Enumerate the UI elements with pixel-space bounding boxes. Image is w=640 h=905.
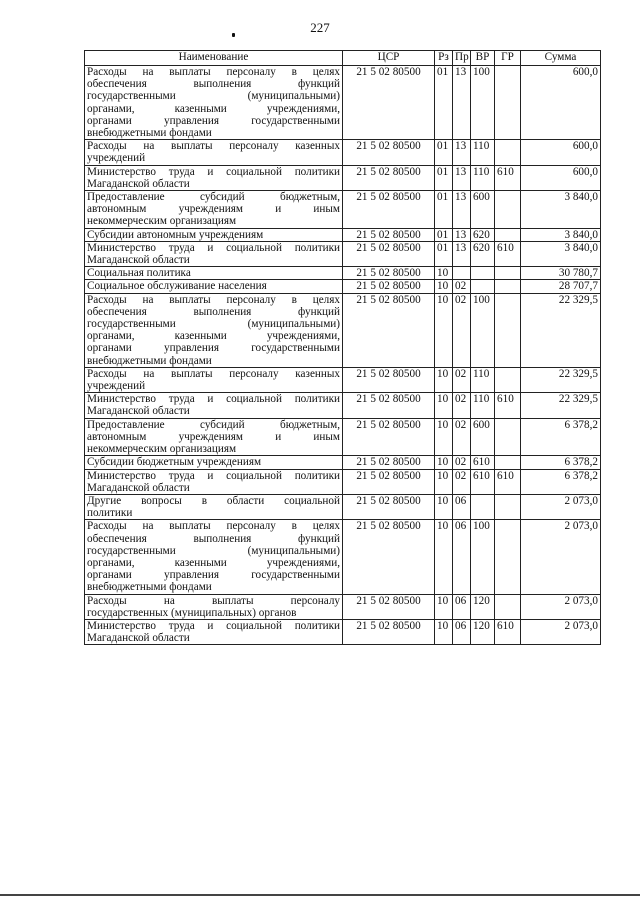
row-name-cell bbox=[85, 267, 343, 280]
row-rz-cell: 01 bbox=[435, 228, 453, 241]
row-gr-cell bbox=[495, 191, 521, 229]
row-name-cell bbox=[85, 140, 343, 165]
row-sum-cell: 30 780,7 bbox=[521, 267, 601, 280]
row-name-cell bbox=[85, 228, 343, 241]
row-sum-cell: 28 707,7 bbox=[521, 280, 601, 293]
row-name-line: Расходы на выплаты персоналу в целях bbox=[87, 66, 340, 78]
table-row bbox=[85, 469, 601, 494]
row-rz-cell: 10 bbox=[435, 594, 453, 619]
row-rz-cell: 10 bbox=[435, 456, 453, 469]
table-body bbox=[85, 66, 601, 645]
row-name-line: Расходы на выплаты персоналу bbox=[87, 594, 340, 607]
row-pr-cell: 02 bbox=[453, 367, 471, 392]
row-sum-cell: 3 840,0 bbox=[521, 228, 601, 241]
row-vr-cell: 610 bbox=[471, 456, 495, 469]
row-vr-cell: 110 bbox=[471, 393, 495, 418]
row-sum-cell: 2 073,0 bbox=[521, 520, 601, 594]
row-name-cell bbox=[85, 367, 343, 392]
row-vr-cell: 100 bbox=[471, 520, 495, 594]
row-rz-cell: 10 bbox=[435, 293, 453, 367]
row-name-line: государственными (муниципальными) bbox=[87, 318, 340, 331]
row-sum-cell: 600,0 bbox=[521, 140, 601, 165]
row-name-line: Расходы на выплаты персоналу казенных bbox=[87, 367, 340, 380]
row-name-line: некоммерческим организациям bbox=[87, 215, 237, 228]
row-name-cell bbox=[85, 469, 343, 494]
row-gr-cell: 610 bbox=[495, 165, 521, 190]
row-name-line: внебюджетными фондами bbox=[87, 127, 212, 140]
row-name-line: государственными (муниципальными) bbox=[87, 544, 340, 557]
header-rz: Рз bbox=[435, 51, 453, 66]
row-name-line: Магаданской области bbox=[87, 177, 190, 190]
row-name-line: Расходы на выплаты персоналу в целях bbox=[87, 293, 340, 306]
row-rz-cell: 10 bbox=[435, 494, 453, 519]
row-name-cell bbox=[85, 520, 343, 594]
row-name-line: Магаданской области bbox=[87, 254, 190, 267]
table-row bbox=[85, 619, 601, 644]
row-name-line: органами управления государственными bbox=[87, 342, 340, 355]
row-name-line: Министерство труда и социальной политики bbox=[87, 469, 340, 482]
row-name-line: органами, казенными учреждениями, bbox=[87, 330, 340, 343]
row-gr-cell bbox=[495, 228, 521, 241]
table-row bbox=[85, 66, 601, 140]
table-row bbox=[85, 520, 601, 594]
row-rz-cell: 10 bbox=[435, 393, 453, 418]
row-name-line: обеспечения выполнения функций bbox=[87, 532, 340, 545]
row-name-cell bbox=[85, 418, 343, 456]
row-sum-cell: 3 840,0 bbox=[521, 191, 601, 229]
row-gr-cell bbox=[495, 520, 521, 594]
row-vr-cell: 600 bbox=[471, 191, 495, 229]
row-pr-cell: 13 bbox=[453, 66, 471, 140]
row-name-line: обеспечения выполнения функций bbox=[87, 78, 340, 91]
table-row bbox=[85, 140, 601, 165]
row-gr-cell bbox=[495, 293, 521, 367]
table-row bbox=[85, 228, 601, 241]
header-csr: ЦСР bbox=[343, 51, 435, 66]
row-name-cell bbox=[85, 165, 343, 190]
row-csr-cell: 21 5 02 80500 bbox=[343, 418, 435, 456]
row-sum-cell: 2 073,0 bbox=[521, 619, 601, 644]
row-sum-cell: 22 329,5 bbox=[521, 293, 601, 367]
row-csr-cell: 21 5 02 80500 bbox=[343, 66, 435, 140]
table-row bbox=[85, 594, 601, 619]
row-sum-cell: 6 378,2 bbox=[521, 418, 601, 456]
row-csr-cell: 21 5 02 80500 bbox=[343, 469, 435, 494]
row-sum-cell: 3 840,0 bbox=[521, 241, 601, 266]
row-rz-cell: 10 bbox=[435, 280, 453, 293]
row-name-line: Предоставление субсидий бюджетным, bbox=[87, 418, 340, 431]
row-csr-cell: 21 5 02 80500 bbox=[343, 456, 435, 469]
row-name-cell bbox=[85, 191, 343, 229]
row-gr-cell bbox=[495, 267, 521, 280]
row-vr-cell: 620 bbox=[471, 228, 495, 241]
row-rz-cell: 10 bbox=[435, 469, 453, 494]
row-name-line: Министерство труда и социальной политики bbox=[87, 241, 340, 254]
row-gr-cell bbox=[495, 418, 521, 456]
table-row bbox=[85, 280, 601, 293]
row-gr-cell bbox=[495, 140, 521, 165]
table-row bbox=[85, 456, 601, 469]
row-csr-cell: 21 5 02 80500 bbox=[343, 520, 435, 594]
row-pr-cell: 02 bbox=[453, 293, 471, 367]
row-pr-cell bbox=[453, 267, 471, 280]
row-pr-cell: 06 bbox=[453, 520, 471, 594]
row-pr-cell: 13 bbox=[453, 140, 471, 165]
row-pr-cell: 13 bbox=[453, 241, 471, 266]
row-name-cell bbox=[85, 393, 343, 418]
table-row bbox=[85, 241, 601, 266]
row-sum-cell: 22 329,5 bbox=[521, 367, 601, 392]
row-name-cell bbox=[85, 494, 343, 519]
row-gr-cell: 610 bbox=[495, 469, 521, 494]
row-rz-cell: 10 bbox=[435, 520, 453, 594]
row-name-line: государственными (муниципальными) bbox=[87, 90, 340, 103]
row-name-cell bbox=[85, 594, 343, 619]
row-rz-cell: 01 bbox=[435, 140, 453, 165]
row-name-line: Социальная политика bbox=[87, 267, 191, 280]
row-name-line: органами управления государственными bbox=[87, 569, 340, 582]
row-name-line: Предоставление субсидий бюджетным, bbox=[87, 191, 340, 204]
row-name-line: политики bbox=[87, 507, 133, 520]
row-name-cell bbox=[85, 456, 343, 469]
row-gr-cell bbox=[495, 494, 521, 519]
row-name-line: Министерство труда и социальной политики bbox=[87, 619, 340, 632]
row-csr-cell: 21 5 02 80500 bbox=[343, 228, 435, 241]
row-csr-cell: 21 5 02 80500 bbox=[343, 191, 435, 229]
row-sum-cell: 6 378,2 bbox=[521, 456, 601, 469]
row-sum-cell: 2 073,0 bbox=[521, 594, 601, 619]
row-csr-cell: 21 5 02 80500 bbox=[343, 140, 435, 165]
row-gr-cell: 610 bbox=[495, 393, 521, 418]
table-row bbox=[85, 494, 601, 519]
row-sum-cell: 2 073,0 bbox=[521, 494, 601, 519]
row-pr-cell: 13 bbox=[453, 165, 471, 190]
bottom-rule bbox=[0, 894, 640, 896]
row-vr-cell: 100 bbox=[471, 66, 495, 140]
row-rz-cell: 01 bbox=[435, 191, 453, 229]
row-vr-cell: 110 bbox=[471, 165, 495, 190]
table-row bbox=[85, 293, 601, 367]
row-name-line: Другие вопросы в области социальной bbox=[87, 494, 340, 507]
row-name-cell bbox=[85, 66, 343, 140]
table-row bbox=[85, 191, 601, 229]
row-name-line: внебюджетными фондами bbox=[87, 354, 212, 367]
row-rz-cell: 10 bbox=[435, 267, 453, 280]
row-pr-cell: 06 bbox=[453, 619, 471, 644]
row-pr-cell: 02 bbox=[453, 280, 471, 293]
row-vr-cell: 600 bbox=[471, 418, 495, 456]
row-gr-cell bbox=[495, 66, 521, 140]
row-name-line: учреждений bbox=[87, 380, 146, 393]
header-name: Наименование bbox=[85, 51, 343, 66]
row-pr-cell: 02 bbox=[453, 393, 471, 418]
header-pr: Пр bbox=[453, 51, 471, 66]
table-header-row bbox=[85, 51, 601, 66]
row-name-line: Министерство труда и социальной политики bbox=[87, 165, 340, 178]
table-row bbox=[85, 393, 601, 418]
row-gr-cell bbox=[495, 367, 521, 392]
row-pr-cell: 02 bbox=[453, 418, 471, 456]
row-gr-cell: 610 bbox=[495, 619, 521, 644]
row-name-cell bbox=[85, 619, 343, 644]
table-row bbox=[85, 367, 601, 392]
row-vr-cell bbox=[471, 494, 495, 519]
row-vr-cell: 110 bbox=[471, 140, 495, 165]
row-name-line: Социальное обслуживание населения bbox=[87, 280, 267, 293]
row-name-line: органами, казенными учреждениями, bbox=[87, 102, 340, 115]
budget-table bbox=[84, 50, 601, 645]
scan-speck bbox=[232, 33, 235, 37]
row-name-line: Магаданской области bbox=[87, 481, 190, 494]
page-number: 227 bbox=[310, 20, 330, 35]
row-name-line: автономным учреждениям и иным bbox=[87, 430, 340, 443]
row-rz-cell: 01 bbox=[435, 66, 453, 140]
row-csr-cell: 21 5 02 80500 bbox=[343, 293, 435, 367]
row-sum-cell: 600,0 bbox=[521, 66, 601, 140]
row-name-cell bbox=[85, 241, 343, 266]
row-pr-cell: 13 bbox=[453, 191, 471, 229]
row-gr-cell bbox=[495, 594, 521, 619]
row-sum-cell: 22 329,5 bbox=[521, 393, 601, 418]
row-sum-cell: 600,0 bbox=[521, 165, 601, 190]
row-csr-cell: 21 5 02 80500 bbox=[343, 367, 435, 392]
row-name-line: некоммерческим организациям bbox=[87, 443, 237, 456]
header-vr: ВР bbox=[471, 51, 495, 66]
row-name-cell bbox=[85, 293, 343, 367]
row-name-line: Субсидии автономным учреждениям bbox=[87, 228, 264, 241]
row-vr-cell: 620 bbox=[471, 241, 495, 266]
row-csr-cell: 21 5 02 80500 bbox=[343, 280, 435, 293]
row-name-line: внебюджетными фондами bbox=[87, 581, 212, 594]
row-csr-cell: 21 5 02 80500 bbox=[343, 267, 435, 280]
row-rz-cell: 10 bbox=[435, 418, 453, 456]
row-vr-cell: 120 bbox=[471, 594, 495, 619]
row-pr-cell: 02 bbox=[453, 456, 471, 469]
row-csr-cell: 21 5 02 80500 bbox=[343, 619, 435, 644]
row-csr-cell: 21 5 02 80500 bbox=[343, 494, 435, 519]
row-csr-cell: 21 5 02 80500 bbox=[343, 594, 435, 619]
row-csr-cell: 21 5 02 80500 bbox=[343, 165, 435, 190]
row-pr-cell: 02 bbox=[453, 469, 471, 494]
row-gr-cell: 610 bbox=[495, 241, 521, 266]
row-name-line: Субсидии бюджетным учреждениям bbox=[87, 456, 262, 469]
row-csr-cell: 21 5 02 80500 bbox=[343, 393, 435, 418]
row-name-line: органами управления государственными bbox=[87, 114, 340, 127]
row-name-line: Магаданской области bbox=[87, 405, 190, 418]
row-rz-cell: 10 bbox=[435, 367, 453, 392]
table-row bbox=[85, 165, 601, 190]
row-vr-cell: 120 bbox=[471, 619, 495, 644]
row-name-line: Расходы на выплаты персоналу в целях bbox=[87, 520, 340, 533]
row-name-line: обеспечения выполнения функций bbox=[87, 305, 340, 318]
table-row bbox=[85, 267, 601, 280]
row-name-line: Расходы на выплаты персоналу казенных bbox=[87, 140, 340, 153]
row-vr-cell bbox=[471, 267, 495, 280]
header-sum: Сумма bbox=[521, 51, 601, 66]
row-sum-cell: 6 378,2 bbox=[521, 469, 601, 494]
row-name-line: учреждений bbox=[87, 152, 146, 165]
row-gr-cell bbox=[495, 280, 521, 293]
row-pr-cell: 06 bbox=[453, 594, 471, 619]
row-rz-cell: 10 bbox=[435, 619, 453, 644]
row-vr-cell: 100 bbox=[471, 293, 495, 367]
header-gr: ГР bbox=[495, 51, 521, 66]
row-vr-cell: 610 bbox=[471, 469, 495, 494]
row-name-line: Магаданской области bbox=[87, 632, 190, 645]
row-name-line: Министерство труда и социальной политики bbox=[87, 393, 340, 406]
row-pr-cell: 13 bbox=[453, 228, 471, 241]
row-name-line: государственных (муниципальных) органов bbox=[87, 606, 297, 619]
row-gr-cell bbox=[495, 456, 521, 469]
row-rz-cell: 01 bbox=[435, 241, 453, 266]
row-rz-cell: 01 bbox=[435, 165, 453, 190]
row-vr-cell: 110 bbox=[471, 367, 495, 392]
row-csr-cell: 21 5 02 80500 bbox=[343, 241, 435, 266]
row-vr-cell bbox=[471, 280, 495, 293]
row-name-line: органами, казенными учреждениями, bbox=[87, 556, 340, 569]
row-pr-cell: 06 bbox=[453, 494, 471, 519]
row-name-line: автономным учреждениям и иным bbox=[87, 203, 340, 216]
table-row bbox=[85, 418, 601, 456]
row-name-cell bbox=[85, 280, 343, 293]
